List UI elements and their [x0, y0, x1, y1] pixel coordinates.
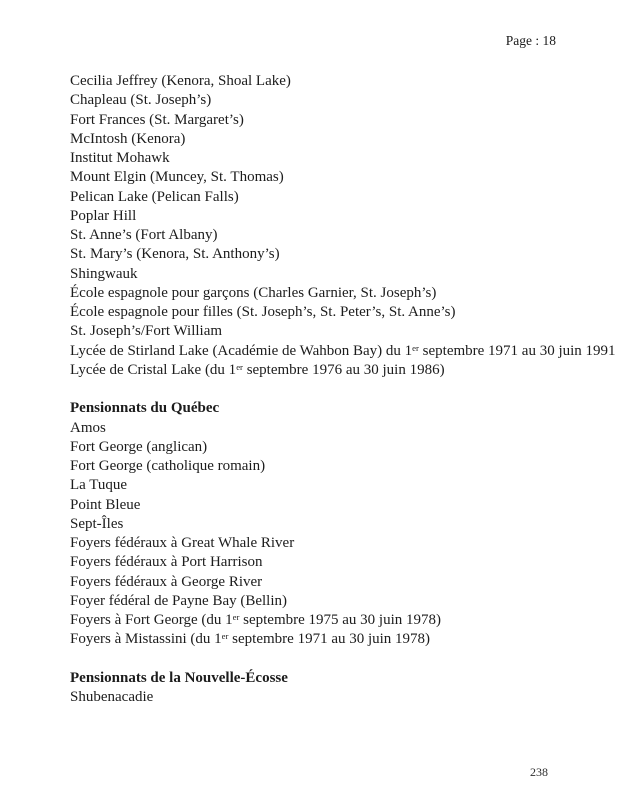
- school-list-item: Sept-Îles: [70, 515, 124, 532]
- page-number-footer: 238: [530, 765, 548, 779]
- section-heading: Pensionnats de la Nouvelle-Écosse: [70, 669, 288, 686]
- school-list-item: Chapleau (St. Joseph’s): [70, 92, 212, 109]
- school-list-item: Lycée de Cristal Lake (du 1er septembre 1976 au 30 juin 1986): [70, 361, 445, 378]
- school-list-item: Institut Mohawk: [70, 150, 170, 166]
- school-list-item: Fort George (catholique romain): [70, 458, 266, 474]
- school-list-item: Foyers fédéraux à Great Whale River: [70, 535, 295, 551]
- school-list-item: St. Anne’s (Fort Albany): [70, 227, 218, 243]
- school-list-item: McIntosh (Kenora): [70, 130, 186, 147]
- blank-line: [70, 650, 583, 669]
- school-list-item: Shubenacadie: [70, 689, 154, 705]
- section-heading: Pensionnats du Québec: [70, 400, 220, 417]
- school-list-item: Foyers à Fort George (du 1er septembre 1975 au 30 juin 1978): [70, 612, 442, 628]
- page-header-label: Page : 18: [505, 33, 556, 48]
- school-list-item: Cecilia Jeffrey (Kenora, Shoal Lake): [70, 73, 291, 89]
- school-list-item: Pelican Lake (Pelican Falls): [70, 188, 239, 205]
- school-list-item: La Tuque: [70, 477, 128, 494]
- school-list-item: École espagnole pour garçons (Charles Garnier, St. Joseph’s): [70, 284, 437, 301]
- blank-line: [70, 380, 583, 399]
- school-list-item: St. Mary’s (Kenora, St. Anthony’s): [70, 246, 280, 263]
- school-list-item: Foyer fédéral de Payne Bay (Bellin): [70, 592, 288, 609]
- school-list-item: Point Bleue: [70, 496, 141, 513]
- school-list-item: St. Joseph’s/Fort William: [70, 323, 223, 340]
- school-list-item: Poplar Hill: [70, 207, 137, 224]
- school-list-item: Foyers fédéraux à George River: [70, 573, 263, 590]
- school-list-item: Fort Frances (St. Margaret’s): [70, 111, 244, 128]
- school-list-item: Fort George (anglican): [70, 438, 208, 455]
- school-list-item: Foyers fédéraux à Port Harrison: [70, 554, 263, 571]
- school-list-item: Amos: [70, 419, 106, 436]
- school-list-item: Mount Elgin (Muncey, St. Thomas): [70, 169, 284, 186]
- school-list-item: École espagnole pour filles (St. Joseph’s, St. Peter’s, St. Anne’s): [70, 304, 456, 320]
- school-list-item: Shingwauk: [70, 265, 138, 282]
- document-body: [70, 72, 616, 707]
- school-list-item: Foyers à Mistassini (du 1er septembre 1971 au 30 juin 1978): [70, 631, 431, 648]
- school-list-item: Lycée de Stirland Lake (Académie de Wahbon Bay) du 1er septembre 1971 au 30 juin 1991: [70, 342, 616, 359]
